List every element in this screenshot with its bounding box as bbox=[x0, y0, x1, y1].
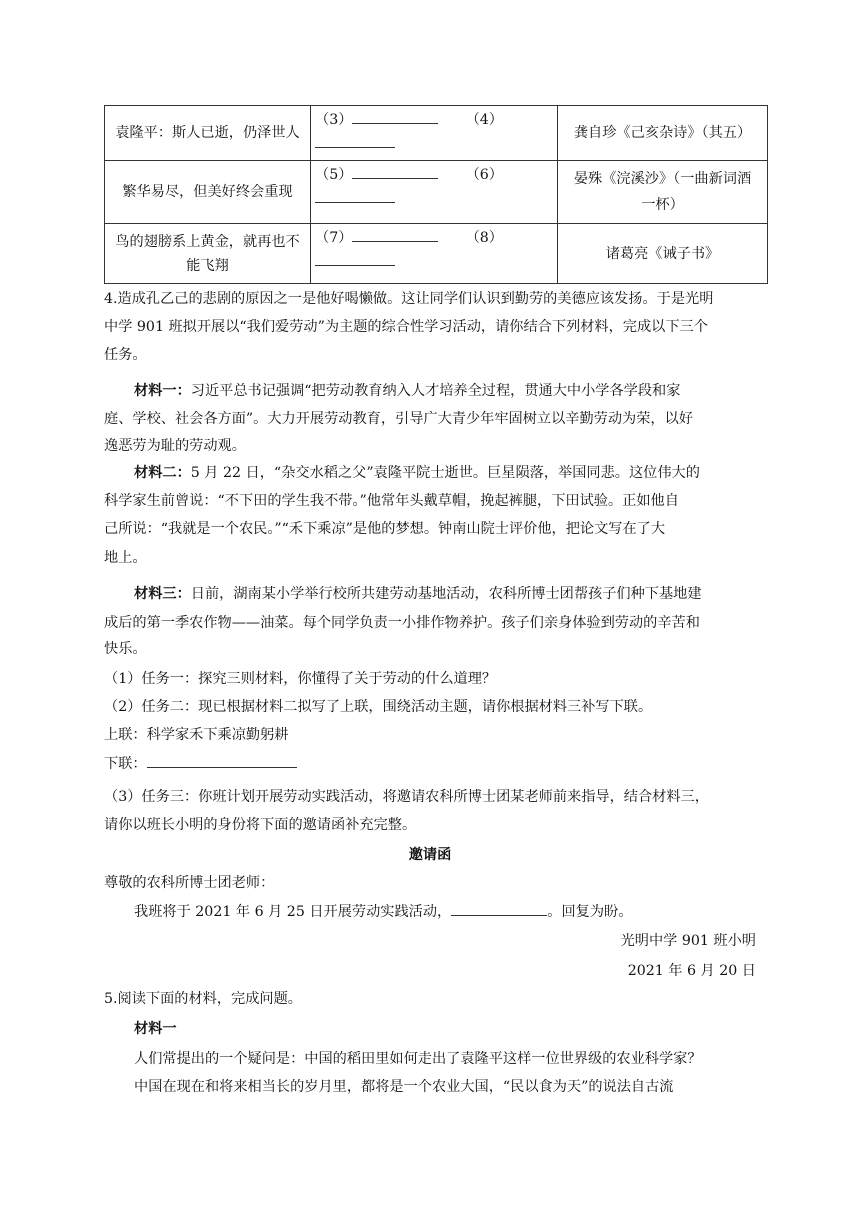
letter-signature: 光明中学 901 班小明 bbox=[620, 933, 756, 949]
task-3: 请你以班长小明的身份将下面的邀请函补充完整。 bbox=[104, 817, 417, 833]
letter-body bbox=[134, 899, 632, 924]
letter-salutation: 尊敬的农科所博士团老师： bbox=[104, 875, 275, 891]
letter-body-text: 我班将于 2021 年 6 月 25 日开展劳动实践活动， bbox=[134, 904, 452, 920]
blank-number: （3） bbox=[315, 112, 353, 128]
theme-text: 能飞翔 bbox=[186, 257, 229, 274]
task-1: （1）任务一：探究三则材料，你懂得了关于劳动的什么道理？ bbox=[104, 671, 497, 687]
blank-number: （4） bbox=[465, 112, 503, 128]
table-cell-theme bbox=[105, 106, 311, 161]
source-text: 龚自珍《己亥杂诗》（其五） bbox=[573, 125, 752, 141]
theme-text: 袁隆平：斯人已逝，仍泽世人 bbox=[115, 125, 300, 141]
q4-intro: 任务。 bbox=[104, 347, 147, 363]
material-1 bbox=[134, 379, 680, 403]
source-text: 晏殊《浣溪沙》（一曲新词酒 bbox=[573, 171, 752, 187]
table-cell-theme bbox=[105, 161, 311, 224]
couplet-answer-blank[interactable] bbox=[147, 751, 297, 768]
blank-number: （5） bbox=[315, 167, 353, 183]
letter-body-text: 。回复为盼。 bbox=[547, 904, 633, 920]
material-label: 材料二： bbox=[134, 465, 191, 481]
letter-title: 邀请函 bbox=[408, 847, 452, 863]
q5-paragraph: 中国在现在和将来相当长的岁月里，都将是一个农业大国，“民以食为天”的说法自古流 bbox=[134, 1079, 674, 1095]
couplet-lower-label: 下联： bbox=[104, 756, 147, 772]
task-2: （2）任务二：现已根据材料二拟写了上联，围绕活动主题，请你根据材料三补写下联。 bbox=[104, 699, 653, 715]
material-label: 材料三： bbox=[134, 586, 191, 602]
letter-answer-blank[interactable] bbox=[451, 899, 547, 916]
material-text: 科学家生前曾说：“不下田的学生我不带。”他常年头戴草帽，挽起裤腿，下田试验。正如他自 bbox=[104, 493, 679, 509]
answer-blank[interactable] bbox=[352, 164, 438, 179]
table-cell-source bbox=[558, 224, 768, 284]
material-label: 材料一： bbox=[134, 383, 191, 399]
material-text: 快乐。 bbox=[104, 641, 147, 657]
task-3: （3）任务三：你班计划开展劳动实践活动，将邀请农科所博士团某老师前来指导，结合材料三， bbox=[104, 789, 709, 805]
material-text: 5 月 22 日，“杂交水稻之父”袁隆平院士逝世。巨星陨落，举国同悲。这位伟大的 bbox=[190, 465, 700, 481]
couplet-lower bbox=[104, 751, 297, 776]
material-text: 习近平总书记强调“把劳动教育纳入人才培养全过程，贯通大中小学各学段和家 bbox=[190, 383, 681, 399]
material-text: 地上。 bbox=[104, 550, 147, 566]
theme-text: 鸟的翅膀系上黄金，就再也不 bbox=[115, 233, 300, 250]
table-cell-theme bbox=[105, 224, 311, 284]
source-text: 诸葛亮《诫子书》 bbox=[605, 245, 720, 262]
answer-blank[interactable] bbox=[315, 188, 395, 203]
table-cell-blanks bbox=[311, 106, 558, 161]
material-2 bbox=[134, 461, 700, 485]
table-cell-blanks bbox=[311, 224, 558, 284]
theme-text: 繁华易尽，但美好终会重现 bbox=[122, 184, 293, 200]
table-cell-source bbox=[558, 106, 768, 161]
material-text: 成后的第一季农作物——油菜。每个同学负责一小排作物养护。孩子们亲身体验到劳动的辛苦和 bbox=[104, 615, 700, 631]
answer-blank[interactable] bbox=[315, 251, 395, 266]
table-row bbox=[105, 161, 768, 224]
blank-number: （8） bbox=[465, 230, 503, 246]
table-row bbox=[105, 106, 768, 161]
q5-intro: 5.阅读下面的材料，完成问题。 bbox=[104, 991, 302, 1007]
q5-material-label: 材料一 bbox=[134, 1021, 177, 1037]
q5-paragraph: 人们常提出的一个疑问是：中国的稻田里如何走出了袁隆平这样一位世界级的农业科学家？ bbox=[134, 1051, 702, 1067]
material-text: 己所说：“我就是一个农民。”“禾下乘凉”是他的梦想。钟南山院士评价他，把论文写在了大 bbox=[104, 521, 666, 537]
source-text: 一杯） bbox=[641, 197, 684, 213]
material-text: 日前，湖南某小学举行校所共建劳动基地活动，农科所博士团帮孩子们种下基地建 bbox=[190, 586, 702, 602]
material-text: 逸恶劳为耻的劳动观。 bbox=[104, 438, 246, 454]
answer-blank[interactable] bbox=[352, 227, 438, 242]
blank-number: （6） bbox=[465, 167, 503, 183]
quote-table bbox=[104, 105, 768, 284]
table-row bbox=[105, 224, 768, 284]
couplet-upper: 上联：科学家禾下乘凉勤躬耕 bbox=[104, 727, 289, 743]
answer-blank[interactable] bbox=[315, 133, 395, 148]
answer-blank[interactable] bbox=[352, 109, 438, 124]
q4-intro: 中学 901 班拟开展以“我们爱劳动”为主题的综合性学习活动，请你结合下列材料，完成以下三个 bbox=[104, 319, 708, 335]
letter-date: 2021 年 6 月 20 日 bbox=[627, 963, 756, 979]
blank-number: （7） bbox=[315, 230, 353, 246]
table-cell-source bbox=[558, 161, 768, 224]
material-text: 庭、学校、社会各方面”。大力开展劳动教育，引导广大青少年牢固树立以辛勤劳动为荣，以好 bbox=[104, 411, 693, 427]
q4-intro: 4.造成孔乙己的悲剧的原因之一是他好喝懒做。这让同学们认识到勤劳的美德应该发扬。于是光明 bbox=[104, 291, 714, 307]
table-cell-blanks bbox=[311, 161, 558, 224]
material-3 bbox=[134, 582, 702, 606]
